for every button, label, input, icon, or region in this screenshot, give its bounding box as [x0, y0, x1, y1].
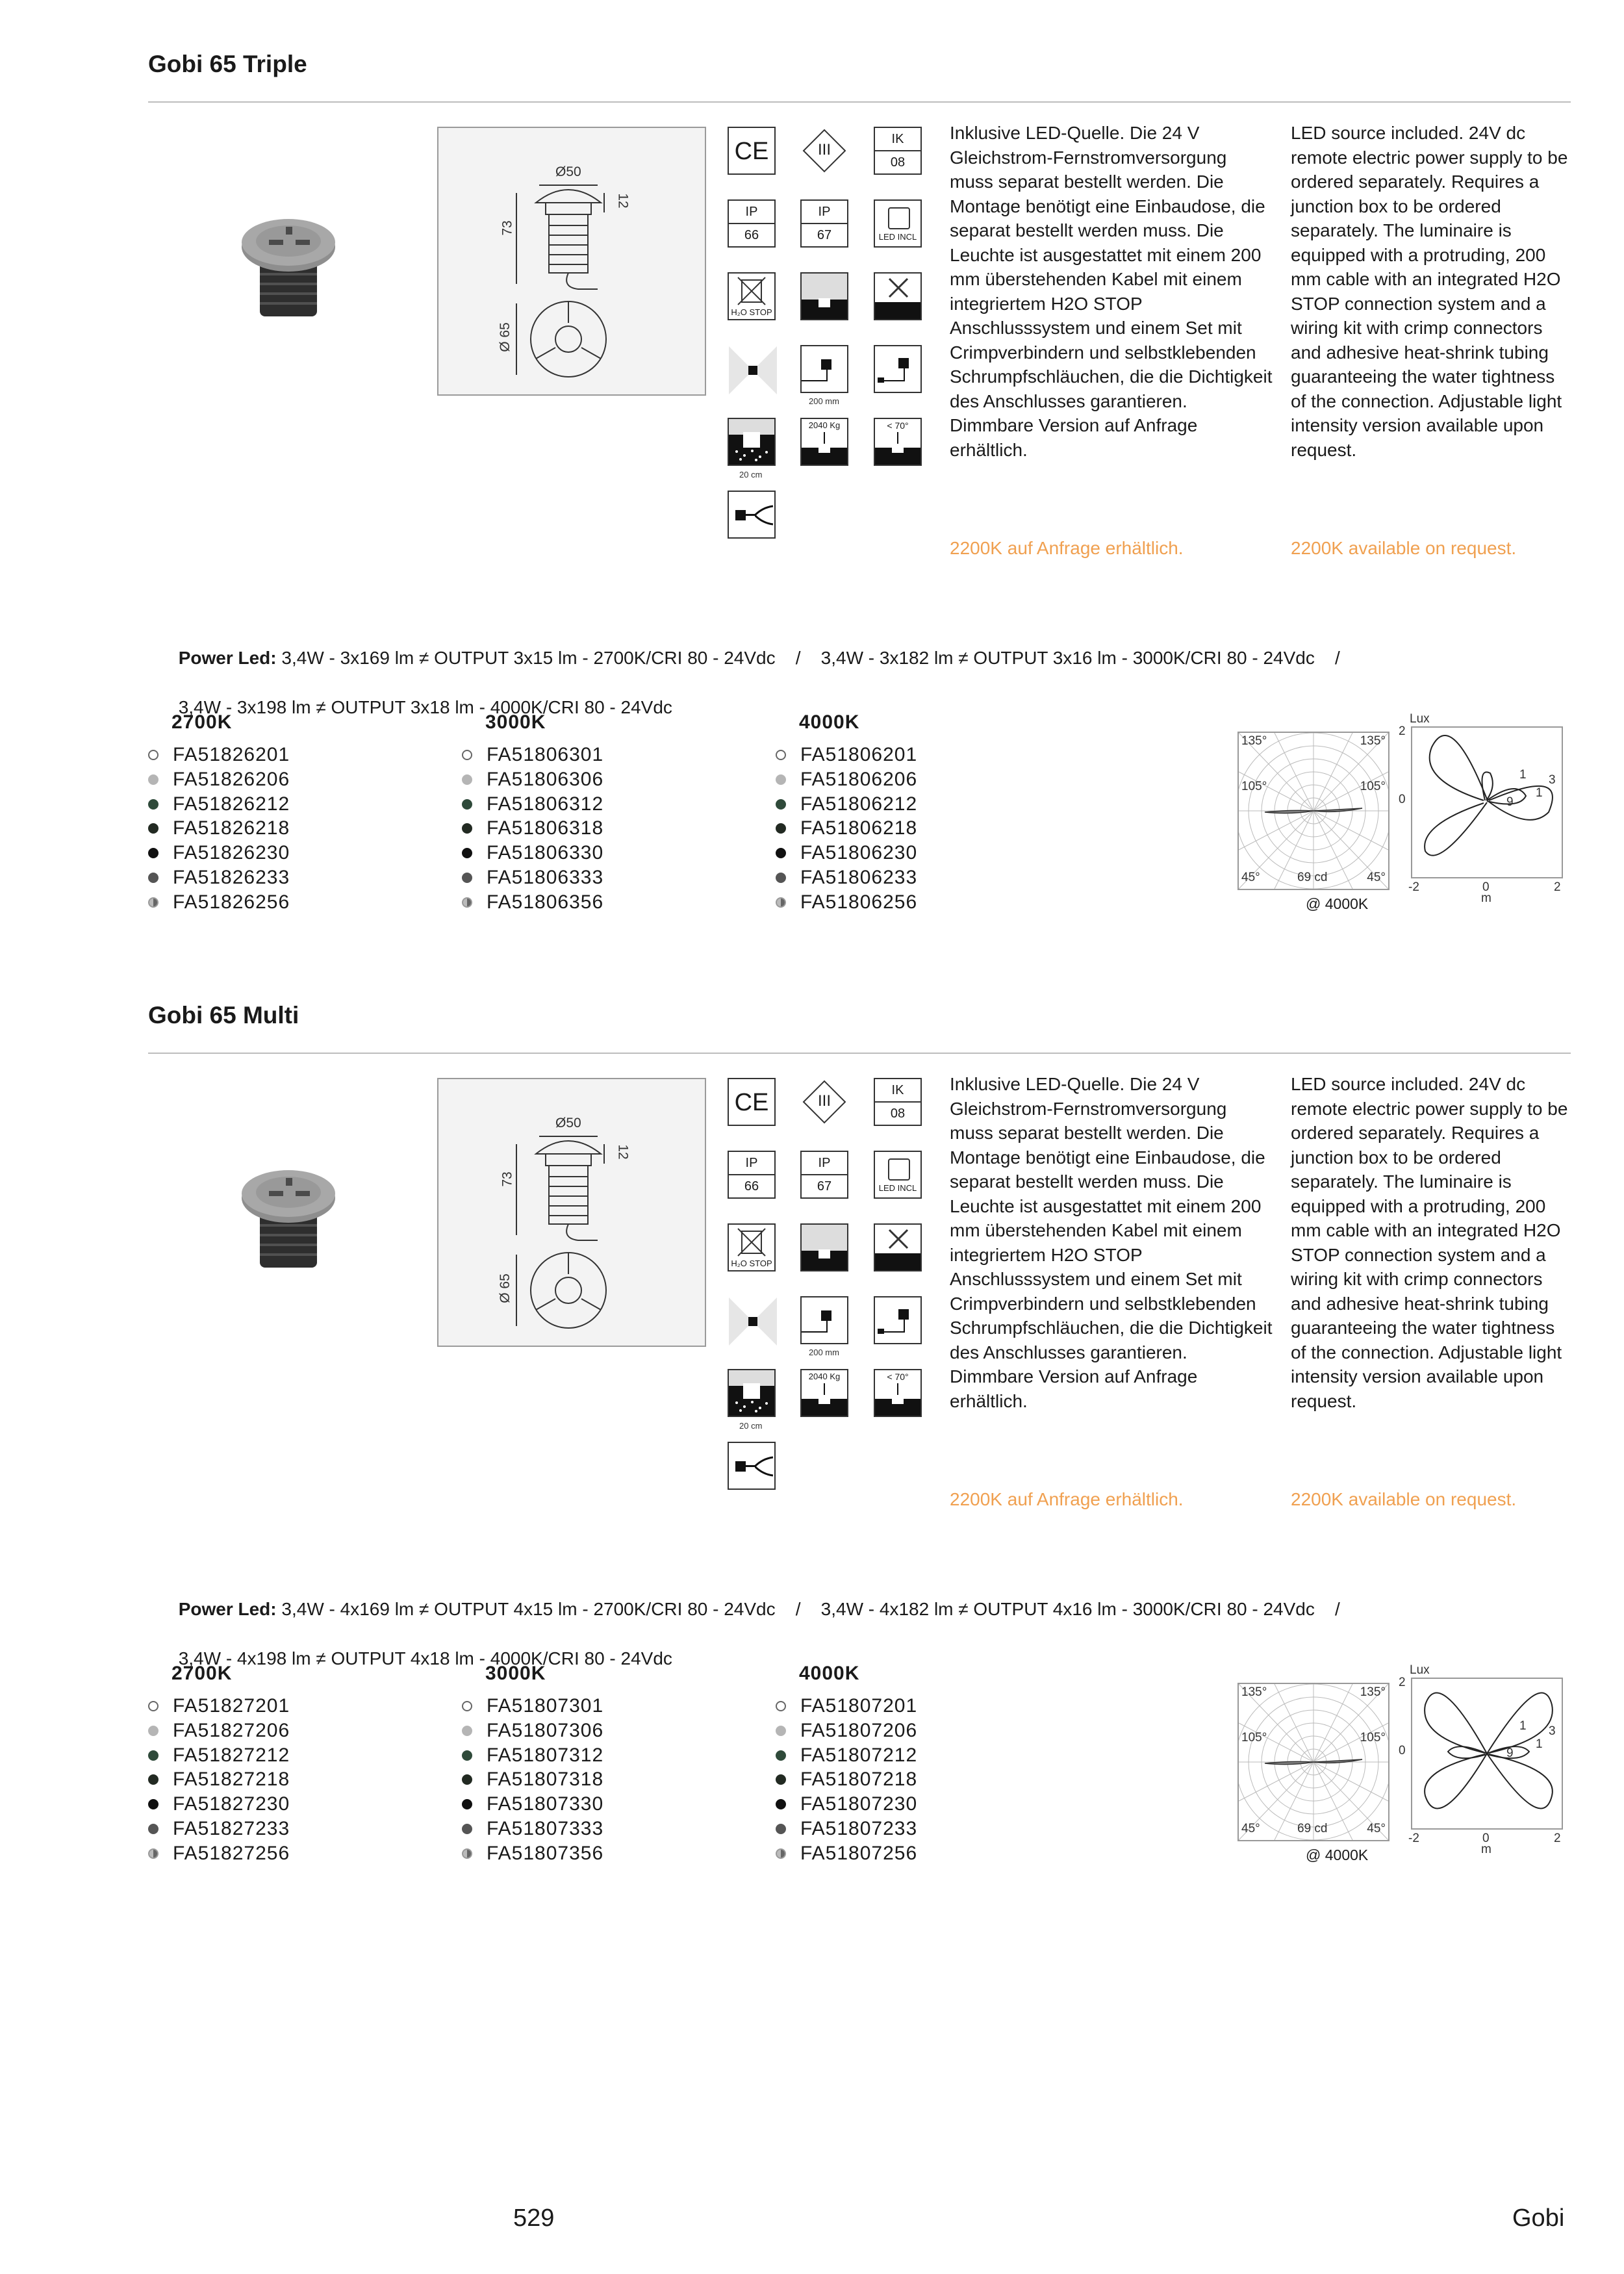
h2o-stop-icon: H₂O STOP	[728, 272, 776, 320]
color-swatch-icon	[462, 873, 472, 883]
color-swatch-icon	[462, 1848, 472, 1859]
color-swatch-icon	[462, 1824, 472, 1834]
article-code: FA51827230	[173, 1793, 290, 1815]
note-de: 2200K auf Anfrage erhältlich.	[950, 538, 1184, 558]
angle-45-right: 45°	[1367, 871, 1386, 884]
diameter-label: Ø50	[555, 1116, 581, 1131]
candela-label: 69 cd	[1297, 871, 1328, 884]
list-item	[776, 792, 917, 817]
list-item	[462, 1694, 603, 1718]
no-cover-icon	[874, 272, 922, 320]
isolux-curve	[1425, 1693, 1487, 1754]
isolux-1: 1	[1519, 1719, 1527, 1733]
list-item	[148, 1767, 290, 1792]
article-code: FA51826233	[173, 866, 290, 888]
cable-length-label: 200 mm	[809, 1348, 839, 1357]
list-item	[776, 1792, 917, 1817]
article-code: FA51807256	[800, 1842, 918, 1864]
color-swatch-icon	[462, 823, 472, 834]
depth-label: 20 cm	[739, 470, 763, 479]
color-swatch-icon	[776, 1750, 786, 1761]
color-swatch-icon	[776, 750, 786, 760]
lux-x2: 2	[1554, 880, 1561, 894]
diameter-label: Ø50	[555, 164, 581, 179]
color-swatch-icon	[776, 1774, 786, 1785]
list-item	[462, 1767, 603, 1792]
list-item	[148, 841, 290, 865]
column-3000k	[462, 1663, 603, 1866]
no-cover-icon	[874, 1223, 922, 1271]
article-code: FA51806201	[800, 744, 918, 765]
article-code: FA51807230	[800, 1793, 918, 1815]
article-code: FA51827256	[173, 1842, 290, 1864]
color-swatch-icon	[776, 1726, 786, 1736]
description-de: Inklusive LED-Quelle. Die 24 V Gleichstrom-Fernstromversorgung muss separat bestellt werden. Die Montage benötigt eine Einbaudose, die separat bestellt werden muss. Die Leuchte ist ausgestattet mit einem 200 mm überstehenden Kabel mit einem integriertem H2O STOP Anschlusssystem und einem Set mit Crimpverbindern und selbstklebenden Schrumpfschläuchen, die die Dichtigkeit des Anschlusses garantieren. Dimmbare Version auf Anfrage erhältlich.	[950, 123, 1273, 460]
color-swatch-icon	[776, 1824, 786, 1834]
list-item	[148, 1817, 290, 1841]
list-item	[148, 792, 290, 817]
power-line-2: 3,4W - 3x198 lm ≠ OUTPUT 3x18 lm - 4000K/CRI 80 - 24Vdc	[178, 697, 672, 717]
article-code: FA51807233	[800, 1817, 918, 1839]
column-2700k	[148, 711, 290, 915]
article-code: FA51807306	[487, 1719, 604, 1741]
article-code: FA51827206	[173, 1719, 290, 1741]
color-swatch-icon	[148, 1750, 159, 1761]
color-swatch-icon	[462, 750, 472, 760]
polar-diagram	[1237, 732, 1389, 890]
list-item	[148, 865, 290, 890]
beam-icon	[728, 1296, 776, 1344]
article-code: FA51806256	[800, 891, 918, 913]
lux-x0: 0	[1482, 880, 1490, 894]
list-item	[776, 1718, 917, 1743]
color-swatch-icon	[148, 750, 159, 760]
lux-x-unit: m	[1481, 891, 1491, 905]
class-iii-icon: III	[800, 127, 848, 175]
illuminance-curves	[1412, 1679, 1562, 1828]
page-number: 529	[513, 2204, 555, 2232]
angle-45-right: 45°	[1367, 1822, 1386, 1835]
color-swatch-icon	[148, 774, 159, 785]
article-code: FA51806318	[487, 817, 604, 839]
isolux-curve	[1430, 735, 1487, 800]
isolux-3: 3	[1549, 773, 1556, 787]
polar-grid	[1239, 1684, 1388, 1840]
polar-caption: @ 4000K	[1306, 1846, 1369, 1863]
angle-135-left: 135°	[1241, 734, 1267, 748]
h2o-stop-icon: H₂O STOP	[728, 1223, 776, 1271]
isolux-1b: 1	[1536, 786, 1543, 800]
temperature-icon: < 70°	[874, 1369, 922, 1417]
note-en: 2200K available on request.	[1291, 1489, 1517, 1509]
technical-drawing	[437, 1078, 706, 1347]
color-swatch-icon	[148, 897, 159, 908]
ip67-icon: IP 67	[800, 199, 848, 248]
lux-x-minus2: -2	[1408, 1832, 1419, 1845]
angle-105-right: 105°	[1360, 780, 1386, 793]
isolux-1: 1	[1519, 768, 1527, 782]
code-list	[462, 1694, 603, 1866]
wiring-icon	[874, 345, 922, 393]
angle-135-left: 135°	[1241, 1685, 1267, 1699]
list-item	[148, 1792, 290, 1817]
color-swatch-icon	[776, 873, 786, 883]
candela-label: 69 cd	[1297, 1822, 1328, 1835]
ik-rating-icon: IK 08	[874, 127, 922, 175]
article-code: FA51807212	[800, 1744, 918, 1766]
product-title: Gobi 65 Multi	[148, 1002, 299, 1028]
color-swatch-icon	[462, 1799, 472, 1809]
polar-diagram	[1237, 1683, 1389, 1841]
column-header: 2700K	[171, 711, 233, 733]
article-codes	[148, 711, 1123, 926]
article-code: FA51806330	[487, 842, 604, 864]
color-swatch-icon	[148, 1701, 159, 1711]
ip66-icon: IP 66	[728, 1151, 776, 1199]
list-item	[148, 890, 290, 915]
article-code: FA51807318	[487, 1769, 604, 1791]
angle-105-right: 105°	[1360, 1731, 1386, 1744]
gravel-icon	[728, 1369, 776, 1417]
article-code: FA51806212	[800, 793, 918, 815]
article-code: FA51807356	[487, 1842, 604, 1864]
list-item	[148, 1694, 290, 1718]
color-swatch-icon	[462, 1774, 472, 1785]
list-item	[776, 841, 917, 865]
product-title: Gobi 65 Triple	[148, 51, 307, 77]
temperature-icon: < 70°	[874, 418, 922, 466]
color-swatch-icon	[148, 1848, 159, 1859]
column-header: 2700K	[171, 1663, 233, 1684]
column-4000k	[776, 711, 917, 915]
article-code: FA51806356	[487, 891, 604, 913]
column-4000k	[776, 1663, 917, 1866]
isolux-curve	[1487, 1754, 1553, 1808]
list-item	[462, 1817, 603, 1841]
article-code: FA51807301	[487, 1695, 604, 1717]
description-en: LED source included. 24V dc remote electric power supply to be ordered separately. Requires a junction box to be ordered separately. The luminaire is equipped with a protruding, 200 mm cable with an integrated H2O STOP connection system and a wiring kit with crimp connectors and adhesive heat-shrink tubing guaranteeing the water tightness of the connection. Adjustable light intensity version available upon request.	[1291, 123, 1568, 460]
list-item	[462, 1718, 603, 1743]
power-line-2: 3,4W - 4x198 lm ≠ OUTPUT 4x18 lm - 4000K/CRI 80 - 24Vdc	[178, 1648, 672, 1668]
color-swatch-icon	[776, 897, 786, 908]
lux-y0: 0	[1399, 1744, 1406, 1757]
list-item	[462, 767, 603, 792]
list-item	[776, 767, 917, 792]
code-list	[462, 743, 603, 915]
illuminance-curves	[1412, 728, 1562, 877]
wiring-icon	[874, 1296, 922, 1344]
power-led-label: Power Led:	[178, 1599, 277, 1619]
column-header: 3000K	[485, 1663, 546, 1684]
color-swatch-icon	[776, 774, 786, 785]
isolux-curve	[1425, 802, 1487, 856]
color-swatch-icon	[148, 1774, 159, 1785]
article-code: FA51807312	[487, 1744, 604, 1766]
color-swatch-icon	[462, 848, 472, 858]
list-item	[776, 816, 917, 841]
list-item	[462, 1792, 603, 1817]
isolux-curve	[1425, 1754, 1487, 1808]
list-item	[462, 1841, 603, 1866]
column-header: 3000K	[485, 711, 546, 733]
angle-105-left: 105°	[1241, 780, 1267, 793]
article-codes	[148, 1663, 1123, 1877]
article-code: FA51826201	[173, 744, 290, 765]
color-swatch-icon	[776, 823, 786, 834]
list-item	[148, 816, 290, 841]
cut-label: Ø 65	[497, 1273, 513, 1303]
height-label: 73	[500, 220, 515, 236]
color-swatch-icon	[148, 1799, 159, 1809]
drawing-lines	[438, 128, 705, 394]
certification-icons	[728, 127, 922, 543]
isolux-curve	[1482, 772, 1493, 800]
article-code: FA51826212	[173, 793, 290, 815]
lux-unit: Lux	[1410, 712, 1430, 726]
head-label: 12	[615, 1144, 631, 1160]
article-code: FA51826206	[173, 768, 290, 790]
isolux-1b: 1	[1536, 1737, 1543, 1751]
lux-x-unit: m	[1481, 1843, 1491, 1856]
angle-135-right: 135°	[1360, 734, 1386, 748]
article-code: FA51806333	[487, 866, 604, 888]
list-item	[462, 890, 603, 915]
code-list	[776, 1694, 917, 1866]
led-included-icon: LED INCL	[874, 1151, 922, 1199]
color-swatch-icon	[776, 1701, 786, 1711]
angle-105-left: 105°	[1241, 1731, 1267, 1744]
power-led-label: Power Led:	[178, 648, 277, 668]
list-item	[462, 1743, 603, 1768]
list-item	[776, 1817, 917, 1841]
article-code: FA51826230	[173, 842, 290, 864]
color-swatch-icon	[148, 1726, 159, 1736]
class-iii-icon: III	[800, 1078, 848, 1126]
lux-y2: 2	[1399, 1676, 1406, 1689]
load-icon: 2040 Kg	[800, 1369, 848, 1417]
lux-x-minus2: -2	[1408, 880, 1419, 894]
color-swatch-icon	[462, 1750, 472, 1761]
lux-unit: Lux	[1410, 1663, 1430, 1677]
article-code: FA51826218	[173, 817, 290, 839]
list-item	[776, 1694, 917, 1718]
list-item	[148, 1841, 290, 1866]
certification-icons	[728, 1078, 922, 1494]
product-photo	[234, 211, 357, 325]
color-swatch-icon	[462, 897, 472, 908]
illuminance-diagram	[1411, 726, 1563, 878]
column-header: 4000K	[799, 711, 860, 733]
angle-135-right: 135°	[1360, 1685, 1386, 1699]
code-list	[776, 743, 917, 915]
article-code: FA51827212	[173, 1744, 290, 1766]
list-item	[776, 743, 917, 767]
article-code: FA51806312	[487, 793, 604, 815]
ce-icon: CE	[728, 127, 776, 175]
drawing-lines	[438, 1079, 705, 1346]
angle-45-left: 45°	[1241, 1822, 1260, 1835]
article-code: FA51827218	[173, 1769, 290, 1791]
lux-y0: 0	[1399, 793, 1406, 806]
height-label: 73	[500, 1171, 515, 1187]
note-de: 2200K auf Anfrage erhältlich.	[950, 1489, 1184, 1509]
color-swatch-icon	[148, 848, 159, 858]
illuminance-diagram	[1411, 1678, 1563, 1830]
ip67-icon: IP 67	[800, 1151, 848, 1199]
description-en: LED source included. 24V dc remote electric power supply to be ordered separately. Requires a junction box to be ordered separately. The luminaire is equipped with a protruding, 200 mm cable with an integrated H2O STOP connection system and a wiring kit with crimp connectors and adhesive heat-shrink tubing guaranteeing the water tightness of the connection. Adjustable light intensity version available upon request.	[1291, 1074, 1568, 1411]
ik-rating-icon: IK 08	[874, 1078, 922, 1126]
article-code: FA51807201	[800, 1695, 918, 1717]
ce-icon: CE	[728, 1078, 776, 1126]
article-code: FA51807330	[487, 1793, 604, 1815]
list-item	[462, 865, 603, 890]
cable-length-icon	[800, 345, 848, 393]
cut-label: Ø 65	[497, 322, 513, 352]
list-item	[462, 792, 603, 817]
article-code: FA51826256	[173, 891, 290, 913]
article-code: FA51806306	[487, 768, 604, 790]
list-item	[776, 1743, 917, 1768]
led-included-icon: LED INCL	[874, 199, 922, 248]
angle-45-left: 45°	[1241, 871, 1260, 884]
article-code: FA51806206	[800, 768, 918, 790]
article-code: FA51807333	[487, 1817, 604, 1839]
isolux-9: 9	[1506, 795, 1514, 809]
color-swatch-icon	[776, 848, 786, 858]
column-3000k	[462, 711, 603, 915]
color-swatch-icon	[462, 799, 472, 810]
lux-y2: 2	[1399, 724, 1406, 738]
list-item	[776, 865, 917, 890]
cable-length-label: 200 mm	[809, 396, 839, 406]
color-swatch-icon	[148, 799, 159, 810]
section-name: Gobi	[1512, 2204, 1565, 2232]
article-code: FA51806301	[487, 744, 604, 765]
list-item	[148, 767, 290, 792]
description-de: Inklusive LED-Quelle. Die 24 V Gleichstrom-Fernstromversorgung muss separat bestellt werden. Die Montage benötigt eine Einbaudose, die separat bestellt werden muss. Die Leuchte ist ausgestattet mit einem 200 mm überstehenden Kabel mit einem integriertem H2O STOP Anschlusssystem und einem Set mit Crimpverbindern und selbstklebenden Schrumpfschläuchen, die die Dichtigkeit des Anschlusses garantieren. Dimmbare Version auf Anfrage erhältlich.	[950, 1074, 1273, 1411]
article-code: FA51806230	[800, 842, 918, 864]
gravel-icon	[728, 418, 776, 466]
color-swatch-icon	[148, 873, 159, 883]
list-item	[462, 743, 603, 767]
beam-icon	[728, 345, 776, 393]
list-item	[776, 1841, 917, 1866]
color-swatch-icon	[148, 823, 159, 834]
color-swatch-icon	[776, 1848, 786, 1859]
isolux-3: 3	[1549, 1724, 1556, 1738]
list-item	[148, 743, 290, 767]
list-item	[148, 1743, 290, 1768]
list-item	[462, 816, 603, 841]
color-swatch-icon	[776, 1799, 786, 1809]
color-swatch-icon	[776, 799, 786, 810]
lux-x2: 2	[1554, 1832, 1561, 1845]
product-section-2	[0, 951, 1624, 1900]
article-code: FA51806233	[800, 866, 918, 888]
cable-length-icon	[800, 1296, 848, 1344]
technical-drawing	[437, 127, 706, 396]
list-item	[148, 1718, 290, 1743]
article-code: FA51827233	[173, 1817, 290, 1839]
color-swatch-icon	[148, 1824, 159, 1834]
article-code: FA51807206	[800, 1719, 918, 1741]
load-icon: 2040 Kg	[800, 418, 848, 466]
column-2700k	[148, 1663, 290, 1866]
color-swatch-icon	[462, 774, 472, 785]
column-header: 4000K	[799, 1663, 860, 1684]
depth-label: 20 cm	[739, 1421, 763, 1431]
color-swatch-icon	[462, 1701, 472, 1711]
power-line-1: 3,4W - 3x169 lm ≠ OUTPUT 3x15 lm - 2700K/CRI 80 - 24Vdc / 3,4W - 3x182 lm ≠ OUTPUT 3x16 lm - 3000K/CRI 80 - 24Vdc /	[276, 648, 1340, 668]
product-section-1	[0, 0, 1624, 949]
product-photo	[234, 1162, 357, 1276]
polar-caption: @ 4000K	[1306, 895, 1369, 912]
ip66-icon: IP 66	[728, 199, 776, 248]
list-item	[776, 890, 917, 915]
code-list	[148, 743, 290, 915]
list-item	[462, 841, 603, 865]
connector-icon	[728, 1442, 776, 1490]
list-item	[776, 1767, 917, 1792]
lux-x0: 0	[1482, 1832, 1490, 1845]
connector-icon	[728, 491, 776, 539]
article-code: FA51807218	[800, 1769, 918, 1791]
code-list	[148, 1694, 290, 1866]
article-code: FA51827201	[173, 1695, 290, 1717]
power-line-1: 3,4W - 4x169 lm ≠ OUTPUT 4x15 lm - 2700K/CRI 80 - 24Vdc / 3,4W - 4x182 lm ≠ OUTPUT 4x16 lm - 3000K/CRI 80 - 24Vdc /	[276, 1599, 1340, 1619]
isolux-9: 9	[1506, 1746, 1514, 1760]
article-code: FA51806218	[800, 817, 918, 839]
walkover-icon	[800, 272, 848, 320]
title-divider	[148, 1053, 1571, 1054]
walkover-icon	[800, 1223, 848, 1271]
color-swatch-icon	[462, 1726, 472, 1736]
title-divider	[148, 101, 1571, 103]
note-en: 2200K available on request.	[1291, 538, 1517, 558]
polar-grid	[1239, 733, 1388, 889]
head-label: 12	[615, 193, 631, 209]
